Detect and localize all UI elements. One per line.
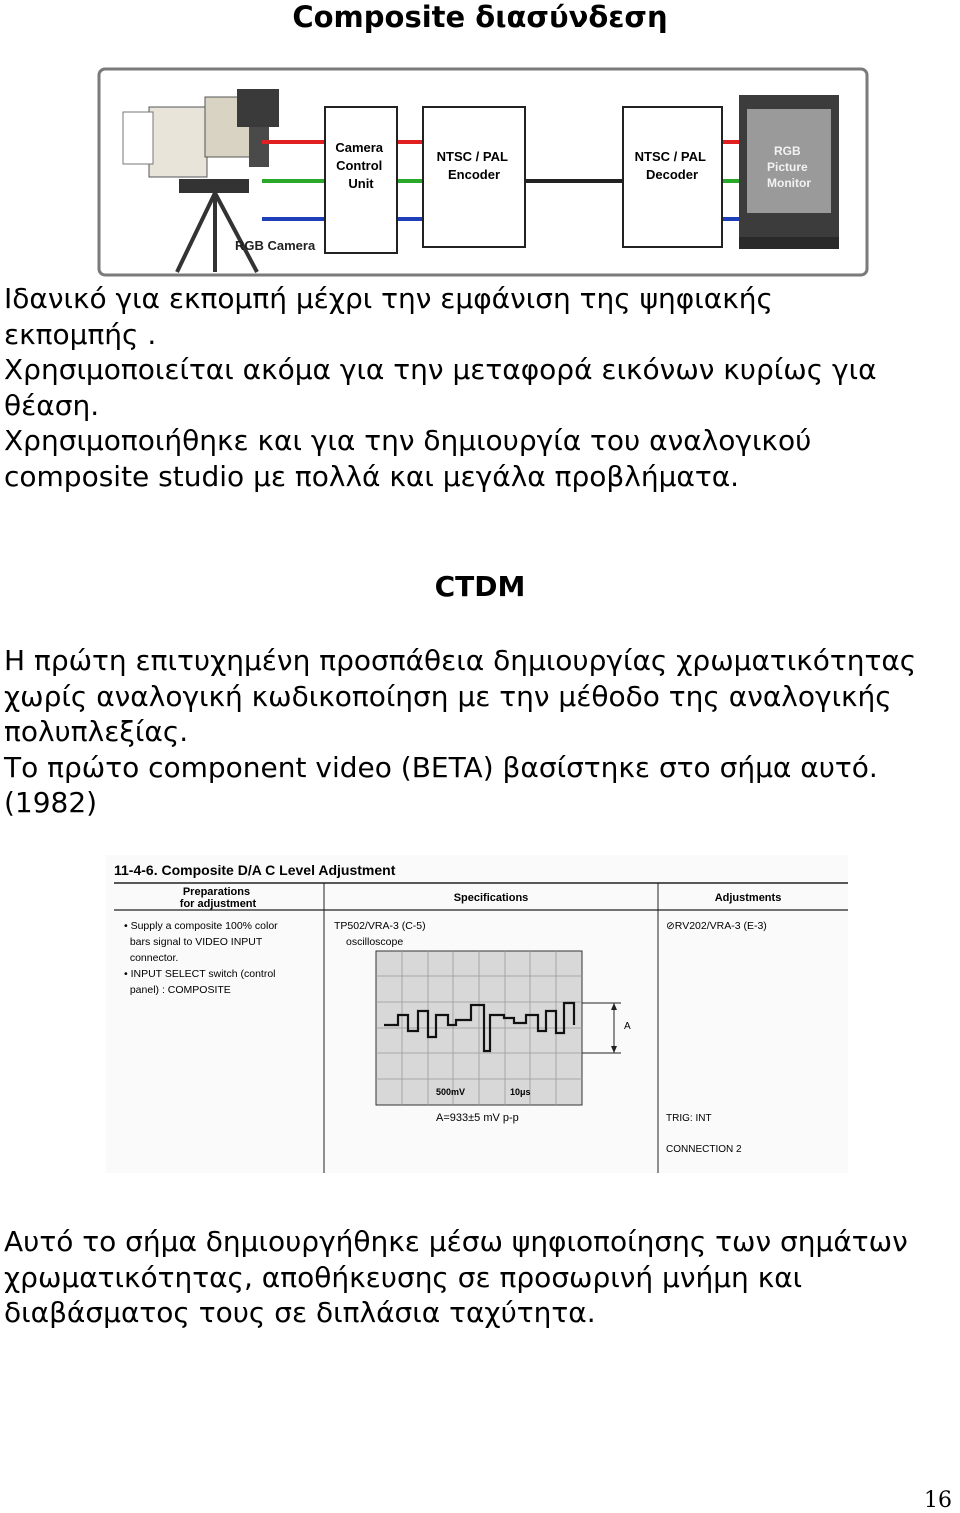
text-line: χωρίς αναλογική κωδικοποίηση με την μέθοδο της αναλογικής <box>4 679 892 713</box>
camera-label: RGB Camera <box>235 238 316 253</box>
svg-text:Adjustments: Adjustments <box>714 892 782 904</box>
text-line: εκπομπής . <box>4 317 157 351</box>
text-line: Χρησιμοποιείται ακόμα για την μεταφορά εικόνων κυρίως για <box>4 353 877 386</box>
rgb-monitor-icon <box>739 95 839 249</box>
text-line: (1982) <box>4 786 98 819</box>
composite-diagram <box>97 67 869 277</box>
text-line: Η πρώτη επιτυχημένη προσπάθεια δημιουργίας χρωματικότητας <box>4 644 917 677</box>
page-title: Composite διασύνδεση <box>292 0 668 34</box>
svg-text:NTSC / PAL Encoder: NTSC / PAL Encoder <box>436 149 508 182</box>
paragraph-1 <box>4 281 954 494</box>
paragraph-2 <box>4 643 954 821</box>
text-line: Ιδανικό για εκπομπή μέχρι την εμφάνιση της ψηφιακής <box>4 282 773 315</box>
svg-text:RGB Picture Monito: RGB Picture Monitor <box>766 144 811 190</box>
svg-text:TRIG: INT: TRIG: INT <box>666 1113 712 1124</box>
svg-text:A=933±5 mV p-p: A=933±5 mV p-p <box>436 1112 519 1124</box>
svg-text:• Supply a composite 100% colo: • Supply a composite 100% color bars signal to VIDEO INPUT connector. • INPUT SELECT switch (control panel) : COMPOSITE <box>124 920 278 996</box>
adjustment-figure <box>106 855 848 1173</box>
svg-text:TP502/VRA-3 (C-5) oscillos: TP502/VRA-3 (C-5) oscilloscope <box>334 920 426 948</box>
text-line: πολυπλεξίας. <box>4 715 189 748</box>
paragraph-3 <box>4 1224 954 1331</box>
text-line: διαβάσματος τους σε διπλάσια ταχύτητα. <box>4 1296 596 1329</box>
text-line: composite studio με πολλά και μεγάλα προβλήματα. <box>4 459 740 493</box>
svg-text:10μs: 10μs <box>510 1087 531 1097</box>
svg-text:500mV: 500mV <box>436 1087 466 1097</box>
text-line: χρωματικότητας, αποθήκευσης σε προσωρινή μνήμη και <box>4 1260 803 1294</box>
svg-text:Preparations for adjustmen: Preparations for adjustment <box>179 886 257 910</box>
text-line: Χρησιμοποιήθηκε και για την δημιουργία του αναλογικού <box>4 424 812 457</box>
svg-text:NTSC / PAL Decoder: NTSC / PAL Decoder <box>634 149 706 182</box>
oscilloscope-screen <box>376 951 582 1105</box>
section-heading: CTDM <box>434 570 526 603</box>
svg-text:Specifications: Specifications <box>453 892 529 904</box>
svg-text:Camera Control Unit: Camera Control Unit <box>335 140 384 191</box>
page-number: 16 <box>924 1488 952 1513</box>
figure-heading: 11-4-6. Composite D/A C Level Adjustment <box>114 862 396 878</box>
svg-text:A: A <box>624 1021 631 1032</box>
text-line: Αυτό το σήμα δημιουργήθηκε μέσω ψηφιοποίησης των σημάτων <box>4 1225 908 1258</box>
text-line: Το πρώτο component video (BETA) βασίστηκε στο σήμα αυτό. <box>4 750 878 784</box>
svg-text:⊘RV202/VRA-3 (E-3): ⊘RV202/VRA-3 (E-3) <box>666 920 767 932</box>
svg-text:CONNECTION 2: CONNECTION 2 <box>666 1144 742 1155</box>
text-line: θέαση. <box>4 388 100 422</box>
